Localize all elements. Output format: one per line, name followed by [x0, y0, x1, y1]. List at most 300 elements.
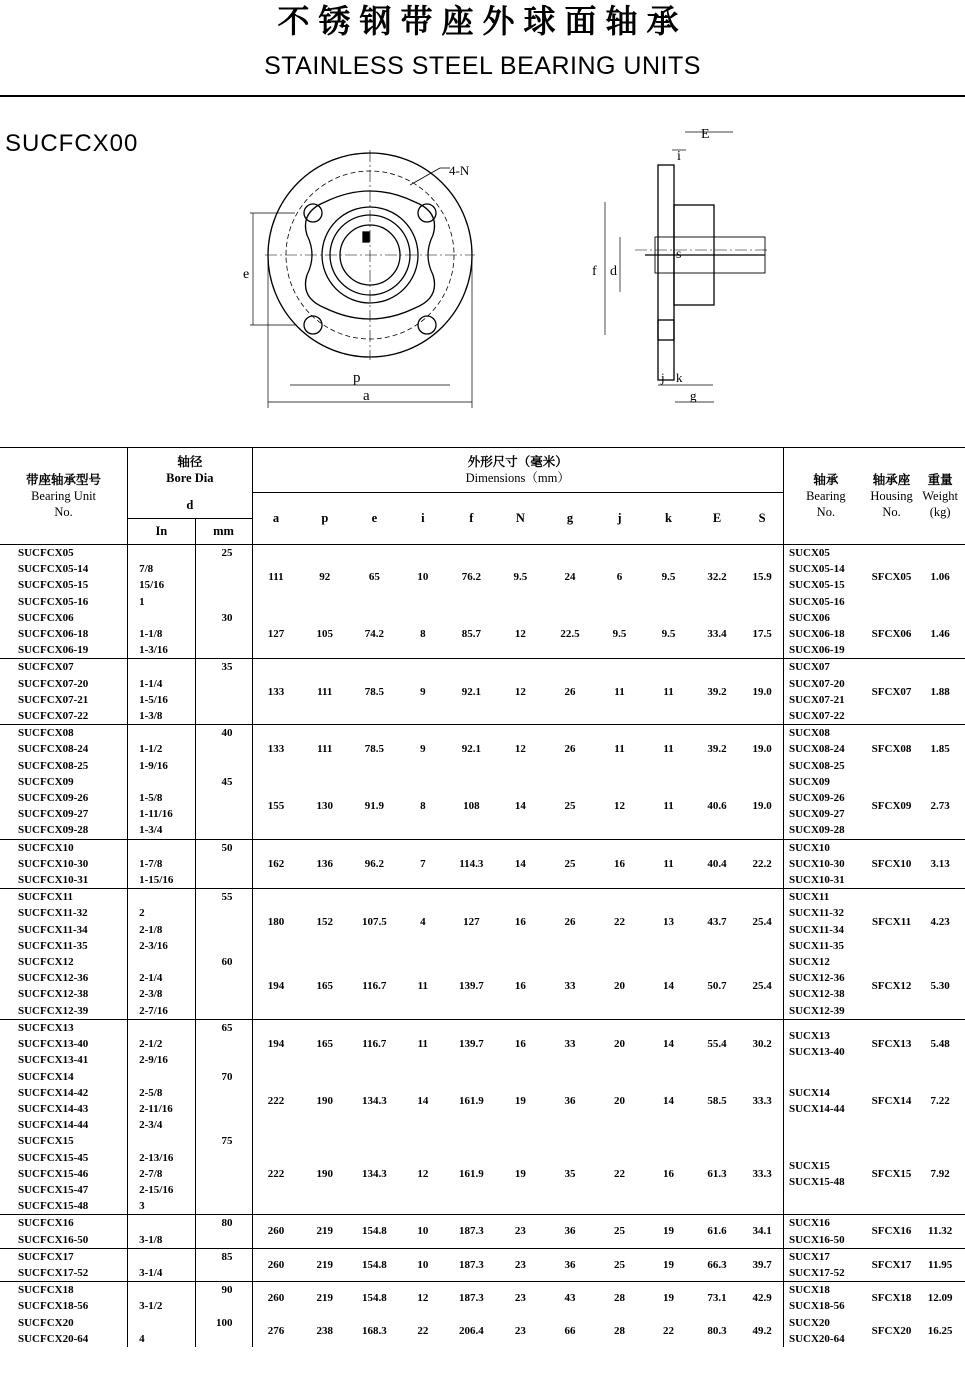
dimension-cell: 8 [420, 628, 426, 641]
bore-inch-cell [128, 1315, 195, 1347]
weight-cell: 11.32 [915, 1215, 965, 1248]
bearing-no-cell-line: SUCX20 [788, 1316, 830, 1329]
bearing-no-cell-line: SUCX05-15 [788, 579, 845, 592]
dimension-cell: 33 [545, 1019, 595, 1068]
dimension-cell: 14 [496, 839, 546, 889]
unit-no-cell [0, 1069, 128, 1134]
bearing-no-cell-line: SUCX14-44 [788, 1102, 845, 1115]
table-row [0, 1282, 965, 1315]
dimension-cell: 73.1 [693, 1282, 742, 1315]
weight-cell: 5.30 [930, 980, 950, 993]
bearing-no-cell [783, 774, 867, 839]
dimension-cell: 13 [644, 889, 693, 954]
bearing-no-cell [783, 725, 867, 774]
housing-no-cell: SFCX15 [871, 1167, 912, 1180]
bore-inch-cell-line: 2-15/16 [139, 1183, 174, 1196]
dimension-cell: 127 [447, 889, 496, 954]
dimension-cell: 25 [595, 1215, 645, 1248]
dimension-cell: 11 [644, 725, 693, 774]
bore-inch-cell-line [139, 545, 194, 561]
dimension-cell: 35 [564, 1167, 576, 1180]
unit-no-cell-line: SUCFCX15 [18, 1135, 74, 1148]
bore-inch-cell [128, 1248, 195, 1281]
dimension-cell: 74.2 [364, 628, 384, 641]
bore-inch-cell-line [139, 1020, 194, 1036]
table-row [0, 1069, 965, 1134]
unit-no-cell-line: SUCFCX08-24 [18, 743, 89, 756]
weight-cell: 7.22 [930, 1094, 950, 1107]
bore-mm-cell: 25 [195, 545, 252, 610]
dimension-cell: 24 [545, 545, 595, 610]
housing-no-cell: SFCX09 [871, 800, 912, 813]
bore-inch-cell-line: 1-15/16 [139, 874, 174, 887]
table-row [0, 545, 965, 610]
dimension-cell: 139.7 [447, 1019, 496, 1068]
bearing-no-cell-line: SUCX06-19 [788, 644, 845, 657]
header-inch: In [128, 519, 195, 545]
bore-inch-cell-line: 3-1/4 [139, 1266, 163, 1279]
bearing-no-cell-line: SUCX08-25 [788, 759, 845, 772]
bearing-no-cell [783, 1282, 867, 1315]
table-header [0, 448, 965, 545]
dimension-cell: 92 [299, 545, 350, 610]
bore-inch-cell-line: 1-5/16 [139, 693, 168, 706]
dimension-cell: 19.0 [741, 725, 783, 774]
bore-inch-cell-line: 2-1/8 [139, 923, 163, 936]
dimension-cell: 8 [420, 800, 426, 813]
unit-no-cell-line: SUCFCX18 [18, 1284, 74, 1297]
bore-inch-cell [128, 545, 195, 610]
table-body [0, 545, 965, 1347]
dimension-cell: 26 [545, 659, 595, 725]
unit-no-cell-line: SUCFCX11-34 [18, 923, 88, 936]
unit-no-cell-line: SUCFCX06-18 [18, 628, 89, 641]
dimension-cell: 11 [663, 800, 674, 813]
dimension-cell: 4 [399, 889, 448, 954]
unit-no-cell [0, 1019, 128, 1068]
weight-cell: 7.92 [930, 1167, 950, 1180]
bearing-no-cell-line: SUCX14 [788, 1086, 830, 1099]
bore-mm-cell: 30 [195, 610, 252, 659]
label-e: e [243, 267, 250, 282]
bore-inch-cell-line: 2-5/8 [139, 1086, 163, 1099]
dimension-cell: 66.3 [693, 1248, 742, 1281]
unit-no-cell-line: SUCFCX05-14 [18, 563, 89, 576]
unit-no-cell [0, 659, 128, 725]
bearing-no-cell-line: SUCX13 [788, 1029, 830, 1042]
bore-inch-cell-line [139, 1133, 194, 1149]
dimension-cell: 108 [463, 800, 480, 813]
bore-inch-cell-line [139, 889, 194, 905]
bore-inch-cell-line: 2-3/16 [139, 939, 168, 952]
dimension-cell: 17.5 [752, 628, 772, 641]
bearing-no-cell-line: SUCX09-27 [788, 808, 845, 821]
dimension-cell: 222 [252, 1069, 299, 1134]
dimension-cell: 25 [595, 1248, 645, 1281]
bore-inch-cell-line: 2-7/16 [139, 1004, 168, 1017]
bore-inch-cell-line: 2-11/16 [139, 1102, 173, 1115]
unit-no-cell-line: SUCFCX08-25 [18, 759, 89, 772]
bore-mm-cell: 45 [195, 774, 252, 839]
bore-inch-cell [128, 889, 195, 954]
dimension-cell: 9 [399, 725, 448, 774]
dimension-cell: 219 [299, 1248, 350, 1281]
unit-no-cell-line: SUCFCX05-15 [18, 579, 89, 592]
housing-no-cell: SFCX17 [868, 1248, 915, 1281]
table-row [0, 1019, 965, 1068]
dimension-cell: 33.3 [752, 1167, 772, 1180]
dimension-cell: 23 [514, 1324, 526, 1337]
bearing-no-cell-line: SUCX12-39 [788, 1004, 845, 1017]
dimension-cell: 36 [545, 1215, 595, 1248]
dimension-cell: 66 [564, 1324, 576, 1337]
weight-cell: 1.06 [915, 545, 965, 610]
dimension-cell: 15.9 [741, 545, 783, 610]
dimension-cell: 26 [545, 725, 595, 774]
housing-no-cell: SFCX12 [871, 980, 912, 993]
dimension-cell: 19.0 [752, 800, 772, 813]
bore-inch-cell-line [139, 659, 194, 675]
bore-inch-cell [128, 1133, 195, 1215]
bearing-no-cell-line: SUCX08-24 [788, 743, 845, 756]
model-series: SUCFCX00 [5, 130, 139, 157]
label-a: a [363, 388, 370, 404]
technical-drawing [235, 120, 775, 415]
bore-inch-cell-line: 1-1/8 [139, 628, 163, 641]
dimension-cell: 25 [564, 800, 576, 813]
housing-no-cell: SFCX06 [871, 628, 912, 641]
dimension-cell: 154.8 [350, 1215, 399, 1248]
table-row [0, 725, 965, 774]
weight-cell: 1.88 [915, 659, 965, 725]
table-row [0, 889, 965, 954]
dimension-cell: 134.3 [361, 1167, 387, 1180]
header-dim-n: N [496, 493, 546, 545]
dimension-cell: 50.7 [707, 980, 727, 993]
bore-inch-cell-line: 4 [139, 1332, 145, 1345]
bearing-no-cell-line: SUCX12 [788, 956, 830, 969]
dimension-cell: 78.5 [350, 725, 399, 774]
dimension-cell: 14 [644, 1019, 693, 1068]
unit-no-cell [0, 1282, 128, 1315]
dimension-cell: 28 [614, 1324, 625, 1337]
bore-inch-cell-line: 2 [139, 907, 145, 920]
dimension-cell: 80.3 [707, 1324, 727, 1337]
dimension-cell: 111 [299, 725, 350, 774]
bore-inch-cell-line: 2-1/4 [139, 972, 163, 985]
dimension-cell: 26 [545, 889, 595, 954]
label-f: f [592, 264, 597, 279]
dimension-cell: 165 [316, 980, 334, 993]
bore-inch-cell-line: 2-9/16 [139, 1054, 168, 1067]
header-weight: 重量 Weight (kg) [915, 448, 965, 545]
bore-inch-cell [128, 954, 195, 1019]
unit-no-cell-line: SUCFCX07-21 [18, 693, 89, 706]
dimension-cell: 14 [663, 980, 675, 993]
dimension-cell: 22 [417, 1324, 429, 1337]
unit-no-cell-line: SUCFCX10-31 [18, 874, 89, 887]
label-k: k [676, 370, 683, 385]
unit-no-cell-line: SUCFCX08 [18, 727, 74, 740]
bearing-no-cell [783, 954, 867, 1019]
dimension-cell: 9.5 [644, 545, 693, 610]
dimension-cell: 12 [417, 1167, 429, 1180]
bearing-no-cell [783, 1069, 867, 1134]
dimension-cell: 12 [614, 800, 625, 813]
table-row [0, 659, 965, 725]
dimension-cell: 154.8 [350, 1282, 399, 1315]
unit-no-cell-line: SUCFCX14-42 [18, 1086, 89, 1099]
bearing-no-cell-line: SUCX11-32 [788, 907, 844, 920]
dimension-cell: 14 [417, 1094, 429, 1107]
dimension-cell: 11 [595, 659, 645, 725]
dimension-cell: 114.3 [447, 839, 496, 889]
dimension-cell: 168.3 [361, 1324, 387, 1337]
dimension-cell: 9 [399, 659, 448, 725]
bearing-no-cell-line: SUCX17-52 [788, 1266, 845, 1279]
bore-inch-cell [128, 774, 195, 839]
unit-no-cell [0, 1248, 128, 1281]
bore-inch-cell-line: 3-1/8 [139, 1233, 163, 1246]
unit-no-cell-line: SUCFCX17 [18, 1250, 74, 1263]
bore-inch-cell-line: 15/16 [139, 579, 165, 592]
label-i: i [677, 149, 681, 164]
dimension-cell: 65 [350, 545, 399, 610]
bearing-no-cell-line: SUCX05-14 [788, 563, 845, 576]
unit-no-cell-line: SUCFCX14-44 [18, 1119, 89, 1132]
dimension-cell: 219 [299, 1215, 350, 1248]
table-row [0, 1248, 965, 1281]
dimension-cell: 23 [496, 1248, 546, 1281]
dimension-cell: 190 [316, 1094, 334, 1107]
bore-inch-cell [128, 1019, 195, 1068]
specification-table [0, 447, 965, 1347]
weight-cell: 2.73 [930, 800, 950, 813]
side-view [605, 132, 770, 402]
table-row [0, 954, 965, 1019]
weight-cell: 3.13 [915, 839, 965, 889]
header-dim-S: S [741, 493, 783, 545]
unit-no-cell-line: SUCFCX20-64 [18, 1332, 89, 1345]
dimension-cell: 40.6 [707, 800, 727, 813]
bore-inch-cell-line: 1-11/16 [139, 808, 173, 821]
header-dim-E: E [693, 493, 742, 545]
bearing-no-cell-line: SUCX09-26 [788, 792, 845, 805]
bore-inch-cell-line: 1-9/16 [139, 759, 168, 772]
unit-no-cell-line: SUCFCX07 [18, 661, 74, 674]
bearing-no-cell [783, 1215, 867, 1248]
bore-inch-cell-line: 3 [139, 1200, 145, 1213]
unit-no-cell [0, 545, 128, 610]
bore-inch-cell-line: 1 [139, 595, 145, 608]
dimension-cell: 23 [496, 1215, 546, 1248]
dimension-cell: 78.5 [350, 659, 399, 725]
bore-inch-cell-line [139, 1282, 194, 1298]
dimension-cell: 12 [496, 725, 546, 774]
label-g: g [690, 388, 697, 403]
unit-no-cell-line: SUCFCX11-32 [18, 907, 88, 920]
dimension-cell: 162 [252, 839, 299, 889]
header-rule [0, 95, 965, 97]
weight-cell: 16.25 [927, 1324, 953, 1337]
header-dim-f: f [447, 493, 496, 545]
unit-no-cell [0, 610, 128, 659]
header-dimensions: 外形尺寸（毫米） Dimensions（mm） [252, 448, 783, 493]
dimension-cell: 133 [252, 725, 299, 774]
label-4n: 4-N [449, 163, 470, 178]
dimension-cell: 55.4 [693, 1019, 742, 1068]
housing-no-cell: SFCX13 [868, 1019, 915, 1068]
dimension-cell: 61.3 [707, 1167, 727, 1180]
bearing-no-cell [783, 1315, 867, 1347]
dimension-cell: 19 [514, 1167, 526, 1180]
dimension-cell: 42.9 [741, 1282, 783, 1315]
dimension-cell: 16 [595, 839, 645, 889]
table-row [0, 1133, 965, 1215]
dimension-cell: 139.7 [458, 980, 484, 993]
unit-no-cell-line: SUCFCX07-22 [18, 710, 89, 723]
dimension-cell: 12 [514, 628, 526, 641]
header-dim-j: j [595, 493, 645, 545]
dimension-cell: 19 [644, 1282, 693, 1315]
dimension-cell: 20 [614, 980, 625, 993]
dimension-cell: 43 [545, 1282, 595, 1315]
bore-inch-cell-line [139, 1069, 194, 1085]
dimension-cell: 105 [316, 628, 334, 641]
unit-no-cell-line: SUCFCX15-48 [18, 1200, 89, 1213]
unit-no-cell-line: SUCFCX06 [18, 611, 74, 624]
dimension-cell: 40.4 [693, 839, 742, 889]
table-row [0, 1315, 965, 1347]
dimension-cell: 194 [252, 1019, 299, 1068]
weight-cell: 1.85 [915, 725, 965, 774]
bore-inch-cell-line: 2-13/16 [139, 1151, 174, 1164]
table-row [0, 839, 965, 889]
dimension-cell: 206.4 [458, 1324, 484, 1337]
bore-mm-cell: 75 [195, 1133, 252, 1215]
bore-inch-cell-line [139, 725, 194, 741]
dimension-cell: 9.5 [612, 628, 627, 641]
bore-mm-cell: 50 [195, 839, 252, 889]
bore-inch-cell-line: 2-3/4 [139, 1119, 163, 1132]
unit-no-cell-line: SUCFCX13-40 [18, 1038, 89, 1051]
bearing-no-cell-line: SUCX07-21 [788, 693, 845, 706]
bore-mm-cell: 85 [195, 1248, 252, 1281]
dimension-cell: 19 [644, 1215, 693, 1248]
bearing-no-cell-line: SUCX07 [788, 661, 830, 674]
dimension-cell: 43.7 [693, 889, 742, 954]
dimension-cell: 190 [316, 1167, 334, 1180]
bearing-no-cell [783, 889, 867, 954]
weight-cell: 12.09 [915, 1282, 965, 1315]
unit-no-cell [0, 774, 128, 839]
bearing-no-cell-line: SUCX18-56 [788, 1300, 845, 1313]
front-view [250, 150, 475, 408]
bore-inch-cell-line: 1-3/16 [139, 644, 168, 657]
bore-inch-cell [128, 839, 195, 889]
bearing-no-cell-line: SUCX11-35 [788, 939, 844, 952]
dimension-cell: 11 [644, 839, 693, 889]
dimension-cell: 260 [252, 1282, 299, 1315]
housing-no-cell: SFCX11 [868, 889, 915, 954]
dimension-cell: 276 [252, 1315, 299, 1347]
dimension-cell: 34.1 [741, 1215, 783, 1248]
dimension-cell: 85.7 [461, 628, 481, 641]
header-dim-g: g [545, 493, 595, 545]
unit-no-cell-line: SUCFCX05-16 [18, 595, 89, 608]
dimension-cell: 9.5 [496, 545, 546, 610]
dimension-cell: 9.5 [661, 628, 676, 641]
dimension-cell: 96.2 [350, 839, 399, 889]
bore-inch-cell-line: 3-1/2 [139, 1300, 163, 1313]
dimension-cell: 20 [614, 1094, 625, 1107]
bearing-no-cell-line: SUCX10 [788, 841, 830, 854]
header-housing-no: 轴承座 Housing No. [868, 448, 915, 545]
bearing-no-cell-line: SUCX11-34 [788, 923, 844, 936]
dimension-cell: 22 [663, 1324, 675, 1337]
unit-no-cell-line: SUCFCX15-47 [18, 1183, 89, 1196]
unit-no-cell-line: SUCFCX09-27 [18, 808, 89, 821]
unit-no-cell-line: SUCFCX06-19 [18, 644, 89, 657]
bore-mm-cell: 70 [195, 1069, 252, 1134]
dimension-cell: 116.7 [350, 1019, 399, 1068]
bore-inch-cell-line [139, 840, 194, 856]
unit-no-cell [0, 889, 128, 954]
header-bearing-no: 轴承 Bearing No. [783, 448, 867, 545]
label-j: j [661, 370, 665, 385]
dimension-cell: 19 [644, 1248, 693, 1281]
unit-no-cell-line: SUCFCX10-30 [18, 857, 89, 870]
unit-no-cell [0, 954, 128, 1019]
bearing-no-cell-line: SUCX06 [788, 611, 830, 624]
housing-no-cell: SFCX10 [868, 839, 915, 889]
unit-no-cell-line: SUCFCX12-39 [18, 1004, 89, 1017]
bore-inch-cell [128, 1215, 195, 1248]
bearing-no-cell-line: SUCX06-18 [788, 628, 845, 641]
dimension-cell: 32.2 [693, 545, 742, 610]
bore-inch-cell-line [139, 1315, 194, 1331]
bore-inch-cell [128, 610, 195, 659]
header-mm: mm [195, 519, 252, 545]
bearing-no-cell-line: SUCX12-36 [788, 972, 845, 985]
dimension-cell: 33.4 [707, 628, 727, 641]
unit-no-cell-line: SUCFCX15-45 [18, 1151, 89, 1164]
dimension-cell: 39.2 [693, 659, 742, 725]
bearing-no-cell-line: SUCX09 [788, 775, 830, 788]
unit-no-cell-line: SUCFCX09-28 [18, 824, 89, 837]
housing-no-cell: SFCX18 [868, 1282, 915, 1315]
dimension-cell: 22 [595, 889, 645, 954]
dimension-cell: 16 [663, 1167, 675, 1180]
bore-mm-cell: 100 [195, 1315, 252, 1347]
bore-inch-cell-line: 2-1/2 [139, 1038, 163, 1051]
weight-cell: 1.46 [930, 628, 950, 641]
unit-no-cell-line: SUCFCX14 [18, 1070, 74, 1083]
dimension-cell: 187.3 [447, 1215, 496, 1248]
bearing-no-cell-line: SUCX15 [788, 1159, 830, 1172]
bore-mm-cell: 80 [195, 1215, 252, 1248]
housing-no-cell: SFCX05 [868, 545, 915, 610]
dimension-cell: 23 [496, 1282, 546, 1315]
bearing-no-cell-line: SUCX12-38 [788, 988, 845, 1001]
dimension-cell: 111 [252, 545, 299, 610]
dimension-cell: 16 [514, 980, 526, 993]
unit-no-cell [0, 839, 128, 889]
dimension-cell: 16 [496, 889, 546, 954]
bearing-no-cell-line: SUCX10-30 [788, 857, 845, 870]
bore-inch-cell [128, 725, 195, 774]
dimension-cell: 92.1 [447, 725, 496, 774]
